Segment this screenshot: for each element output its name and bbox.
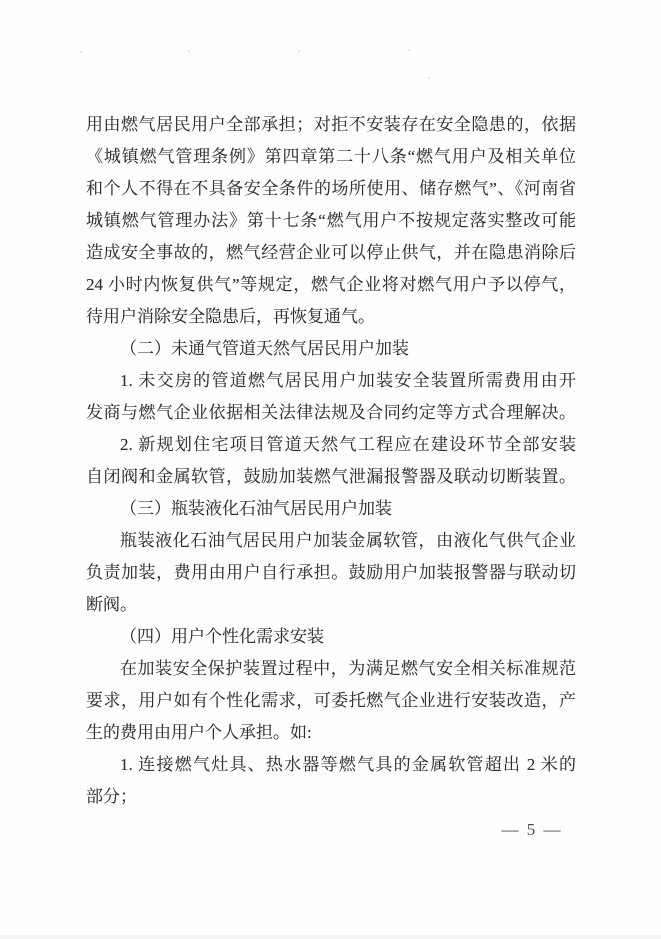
section-heading: （四）用户个性化需求安装 <box>120 627 324 646</box>
scan-speck <box>80 51 82 53</box>
text-line: 要求，用户如有个性化需求，可委托燃气企业进行安装改造，产 <box>86 691 576 710</box>
scan-speck <box>298 50 300 52</box>
scan-bottom-edge <box>0 935 661 939</box>
text-line: 和个人不得在不具备安全条件的场所使用、储存燃气”、《河南省 <box>86 179 576 198</box>
text-line: 断阀。 <box>86 595 137 614</box>
text-line: 瓶装液化石油气居民用户加装金属软管，由液化气供气企业 <box>120 531 576 550</box>
scan-speck <box>428 77 430 79</box>
section-heading: （三）瓶装液化石油气居民用户加装 <box>120 499 392 518</box>
section-heading: （二）未通气管道天然气居民用户加装 <box>120 339 409 358</box>
text-line: 24 小时内恢复供气”等规定，燃气企业将对燃气用户予以停气， <box>86 275 576 294</box>
text-line: 生的费用由用户个人承担。如: <box>86 723 312 742</box>
text-line: 在加装安全保护装置过程中，为满足燃气安全相关标准规范 <box>120 659 576 678</box>
text-line: 发商与燃气企业依据相关法律法规及合同约定等方式合理解决。 <box>86 403 576 422</box>
text-line: 《城镇燃气管理条例》第四章第二十八条“燃气用户及相关单位 <box>86 147 576 166</box>
text-line: 1. 未交房的管道燃气居民用户加装安全装置所需费用由开 <box>120 371 576 390</box>
page-number: — 5 — <box>501 820 563 839</box>
text-line: 2. 新规划住宅项目管道天然气工程应在建设环节全部安装 <box>120 435 576 454</box>
text-line: 部分； <box>86 787 137 806</box>
text-line: 城镇燃气管理办法》第十七条“燃气用户不按规定落实整改可能 <box>86 211 576 230</box>
text-line: 自闭阀和金属软管，鼓励加装燃气泄漏报警器及联动切断装置。 <box>86 467 576 486</box>
text-line: 造成安全事故的，燃气经营企业可以停止供气，并在隐患消除后 <box>86 243 576 262</box>
document-body <box>86 109 576 813</box>
text-line: 用由燃气居民用户全部承担；对拒不安装存在安全隐患的，依据 <box>86 115 576 134</box>
scan-speck <box>188 50 190 52</box>
text-line: 待用户消除安全隐患后，再恢复通气。 <box>86 307 375 326</box>
text-line: 负责加装，费用由用户自行承担。鼓励用户加装报警器与联动切 <box>86 563 576 582</box>
scan-speck <box>408 49 410 51</box>
text-line: 1. 连接燃气灶具、热水器等燃气具的金属软管超出 2 米的 <box>120 755 576 774</box>
